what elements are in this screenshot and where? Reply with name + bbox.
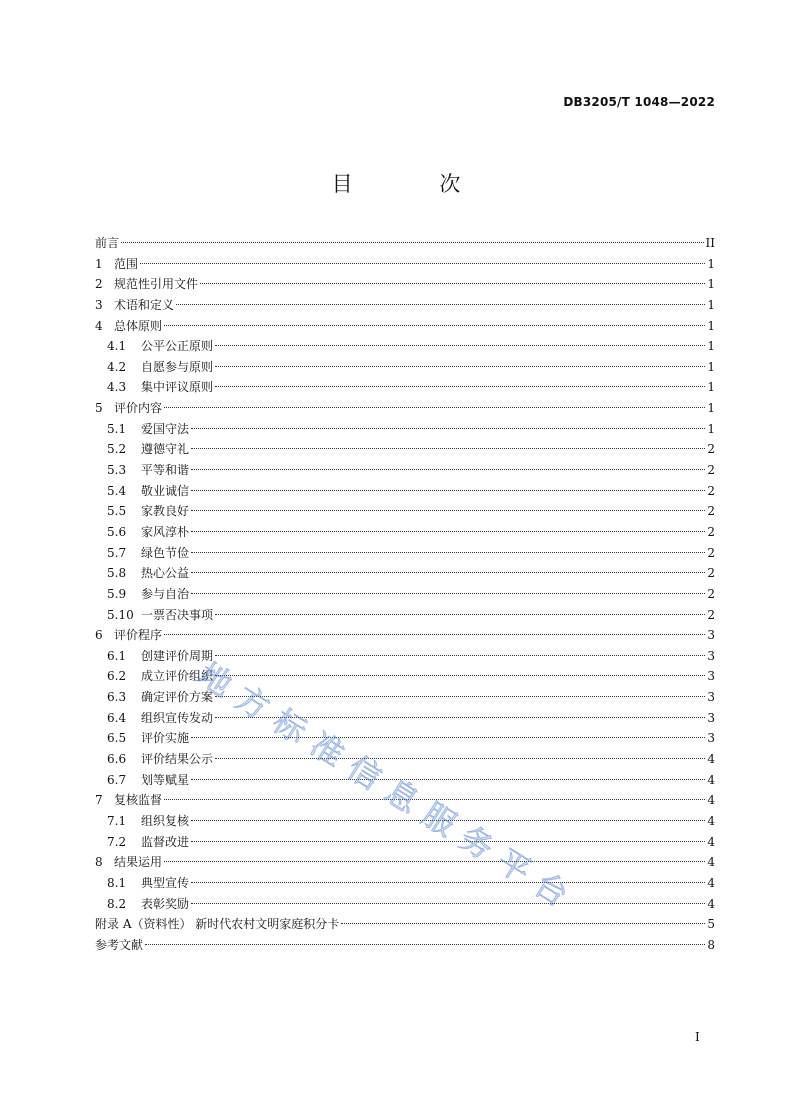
toc-entry[interactable] [95, 708, 715, 729]
document-id: DB3205/T 1048—2022 [563, 95, 715, 109]
toc-entry-page: 1 [707, 256, 715, 271]
toc-entry-number: 4.2 [107, 359, 127, 374]
toc-entry-label: 确定评价方案 [141, 690, 214, 705]
toc-entry-number: 7.2 [107, 834, 127, 849]
toc-entry-label: 划等赋星 [141, 772, 190, 787]
toc-entry-label: 前言 [95, 236, 120, 250]
toc-entry-number: 5.5 [107, 504, 127, 519]
toc-entry-page: 8 [707, 937, 715, 952]
toc-entry[interactable] [95, 460, 715, 481]
dot-leader [164, 407, 705, 408]
page-title: 目 次 [331, 172, 501, 196]
toc-entry-page: 3 [707, 690, 715, 705]
toc-entry-page: 4 [707, 772, 715, 787]
toc-entry-number: 2 [95, 277, 103, 292]
dot-leader [121, 242, 704, 243]
toc-entry-label: 评价内容 [114, 401, 163, 416]
toc-entry-page: 3 [707, 710, 715, 725]
toc-entry-label: 评价程序 [114, 628, 163, 643]
toc-entry-number: 5.6 [107, 524, 127, 539]
toc-entry-label: 创建评价周期 [141, 648, 214, 663]
toc-entry-label: 范围 [114, 256, 139, 271]
toc-entry-label: 组织宣传发动 [141, 710, 214, 725]
dot-leader [164, 634, 705, 635]
dot-leader [145, 944, 705, 945]
toc-entry[interactable] [95, 790, 715, 811]
toc-entry[interactable] [95, 377, 715, 398]
dot-leader [191, 903, 705, 904]
toc-entry-number: 6.7 [107, 772, 127, 787]
dot-leader [200, 283, 705, 284]
dot-leader [191, 593, 705, 594]
toc-entry-label: 参考文献 [95, 937, 144, 952]
toc-entry-page: II [705, 236, 715, 250]
toc-entry-label: 附录 A（资料性） 新时代农村文明家庭积分卡 [95, 917, 340, 932]
toc-entry[interactable] [95, 914, 715, 935]
dot-leader [191, 841, 705, 842]
toc-entry[interactable] [95, 749, 715, 770]
toc-entry-page: 2 [707, 524, 715, 539]
toc-entry-number: 8.2 [107, 896, 127, 911]
toc-entry[interactable] [95, 852, 715, 873]
toc-entry-page: 3 [707, 648, 715, 663]
toc-entry-number: 3 [95, 297, 103, 312]
toc-entry[interactable] [95, 770, 715, 791]
toc-entry-page: 4 [707, 793, 715, 808]
toc-entry-label: 平等和谐 [141, 463, 190, 478]
dot-leader [191, 779, 705, 780]
toc-entry[interactable] [95, 728, 715, 749]
toc-entry-label: 遵德守礼 [141, 442, 190, 457]
toc-entry-page: 1 [707, 277, 715, 292]
dot-leader [164, 861, 705, 862]
toc-entry[interactable] [95, 646, 715, 667]
toc-entry[interactable] [95, 935, 715, 956]
toc-entry-label: 爱国守法 [141, 421, 190, 436]
dot-leader [191, 572, 705, 573]
toc-entry[interactable] [95, 666, 715, 687]
toc-entry[interactable] [95, 254, 715, 275]
toc-entry-page: 1 [707, 297, 715, 312]
toc-entry-label: 参与自治 [141, 586, 190, 601]
dot-leader [215, 717, 705, 718]
toc-entry-label: 家教良好 [141, 504, 190, 519]
dot-leader [176, 304, 705, 305]
dot-leader [215, 758, 705, 759]
toc-entry-page: 1 [707, 318, 715, 333]
toc-entry-label: 成立评价组织 [141, 669, 214, 684]
toc-entry-label: 术语和定义 [114, 297, 175, 312]
toc-entry-number: 8.1 [107, 875, 127, 890]
toc-entry[interactable] [95, 316, 715, 337]
toc-entry-label: 敬业诚信 [141, 483, 190, 498]
toc-entry-page: 4 [707, 752, 715, 767]
toc-entry-label: 自愿参与原则 [141, 359, 214, 374]
toc-entry-label: 一票否决事项 [141, 607, 214, 622]
toc-entry-number: 8 [95, 855, 103, 870]
dot-leader [215, 345, 705, 346]
toc-entry[interactable] [95, 584, 715, 605]
toc-entry-number: 4 [95, 318, 103, 333]
toc-entry[interactable] [95, 419, 715, 440]
toc-entry-page: 2 [707, 504, 715, 519]
toc-entry-page: 2 [707, 483, 715, 498]
toc-entry-number: 6.5 [107, 731, 127, 746]
toc-entry-number: 6.3 [107, 690, 127, 705]
toc-entry-page: 1 [707, 339, 715, 354]
dot-leader [215, 655, 705, 656]
dot-leader [215, 386, 705, 387]
toc-entry-page: 1 [707, 380, 715, 395]
toc-entry-page: 4 [707, 875, 715, 890]
toc-entry-label: 表彰奖励 [141, 896, 190, 911]
watermark: 地方标准信息服务平台 [191, 655, 585, 921]
dot-leader [191, 448, 705, 449]
toc-entry[interactable] [95, 563, 715, 584]
toc-entry-label: 复核监督 [114, 793, 163, 808]
dot-leader [191, 552, 705, 553]
toc-entry-page: 2 [707, 566, 715, 581]
dot-leader [191, 428, 705, 429]
toc-entry[interactable] [95, 894, 715, 915]
toc-entry-number: 6.6 [107, 752, 127, 767]
toc-entry-number: 1 [95, 256, 103, 271]
toc-entry-page: 4 [707, 834, 715, 849]
toc-entry-label: 公平公正原则 [141, 339, 214, 354]
toc-entry[interactable] [95, 357, 715, 378]
toc-entry-label: 评价结果公示 [141, 752, 214, 767]
toc-entry[interactable] [95, 832, 715, 853]
toc-entry-label: 热心公益 [141, 566, 190, 581]
toc-entry-label: 总体原则 [114, 318, 163, 333]
toc-entry-page: 4 [707, 813, 715, 828]
dot-leader [341, 923, 705, 924]
toc-entry[interactable] [95, 605, 715, 626]
dot-leader [191, 737, 705, 738]
toc-entry[interactable] [95, 625, 715, 646]
dot-leader [164, 799, 705, 800]
dot-leader [191, 469, 705, 470]
toc-entry-page: 3 [707, 628, 715, 643]
toc-entry-page: 1 [707, 401, 715, 416]
toc-entry-page: 2 [707, 463, 715, 478]
toc-entry-label: 结果运用 [114, 855, 163, 870]
toc-entry-number: 6 [95, 628, 103, 643]
dot-leader [215, 696, 705, 697]
toc-entry-number: 5.9 [107, 586, 127, 601]
toc-entry-page: 3 [707, 669, 715, 684]
dot-leader [140, 263, 705, 264]
toc-entry-label: 组织复核 [141, 813, 190, 828]
dot-leader [215, 614, 705, 615]
toc-entry-number: 5 [95, 401, 103, 416]
toc-entry[interactable] [95, 439, 715, 460]
toc-entry-page: 1 [707, 359, 715, 374]
toc-entry-number: 7 [95, 793, 103, 808]
toc-entry-page: 5 [707, 917, 715, 932]
toc-entry[interactable] [95, 873, 715, 894]
toc-entry[interactable] [95, 501, 715, 522]
toc-entry-page: 4 [707, 855, 715, 870]
toc-entry-label: 绿色节俭 [141, 545, 190, 560]
dot-leader [191, 531, 705, 532]
toc-entry[interactable] [95, 398, 715, 419]
toc-entry-page: 2 [707, 442, 715, 457]
dot-leader [164, 325, 705, 326]
toc-entry-label: 家风淳朴 [141, 524, 190, 539]
toc-entry-label: 集中评议原则 [141, 380, 214, 395]
toc-entry-page: 4 [707, 896, 715, 911]
toc-entry[interactable] [95, 543, 715, 564]
dot-leader [215, 675, 705, 676]
dot-leader [191, 490, 705, 491]
dot-leader [191, 882, 705, 883]
page-number: I [695, 1030, 700, 1044]
toc-entry[interactable] [95, 336, 715, 357]
toc-entry-number: 4.1 [107, 339, 127, 354]
toc-entry-number: 6.1 [107, 648, 127, 663]
toc-entry-label: 典型宣传 [141, 875, 190, 890]
toc-entry-page: 2 [707, 586, 715, 601]
toc-entry-page: 2 [707, 545, 715, 560]
dot-leader [191, 820, 705, 821]
toc-entry-number: 5.1 [107, 421, 127, 436]
toc-entry-number: 5.7 [107, 545, 127, 560]
toc-entry-number: 5.8 [107, 566, 127, 581]
toc-entry-number: 5.3 [107, 463, 127, 478]
toc-entry[interactable] [95, 274, 715, 295]
toc-entry-label: 监督改进 [141, 834, 190, 849]
toc-entry-number: 6.2 [107, 669, 127, 684]
toc-entry-label: 评价实施 [141, 731, 190, 746]
toc-entry-page: 1 [707, 421, 715, 436]
toc-entry-page: 2 [707, 607, 715, 622]
toc-entry-page: 3 [707, 731, 715, 746]
toc-entry-number: 4.3 [107, 380, 127, 395]
dot-leader [215, 366, 705, 367]
table-of-contents [95, 233, 715, 955]
toc-entry-number: 5.4 [107, 483, 127, 498]
toc-entry[interactable] [95, 522, 715, 543]
toc-entry[interactable] [95, 811, 715, 832]
toc-entry-number: 5.10 [107, 607, 134, 622]
toc-entry-number: 7.1 [107, 813, 127, 828]
toc-entry[interactable] [95, 481, 715, 502]
toc-entry[interactable] [95, 687, 715, 708]
dot-leader [191, 510, 705, 511]
toc-entry-label: 规范性引用文件 [114, 277, 199, 292]
toc-entry-number: 5.2 [107, 442, 127, 457]
toc-entry[interactable] [95, 295, 715, 316]
toc-entry[interactable] [95, 233, 715, 254]
toc-entry-number: 6.4 [107, 710, 127, 725]
